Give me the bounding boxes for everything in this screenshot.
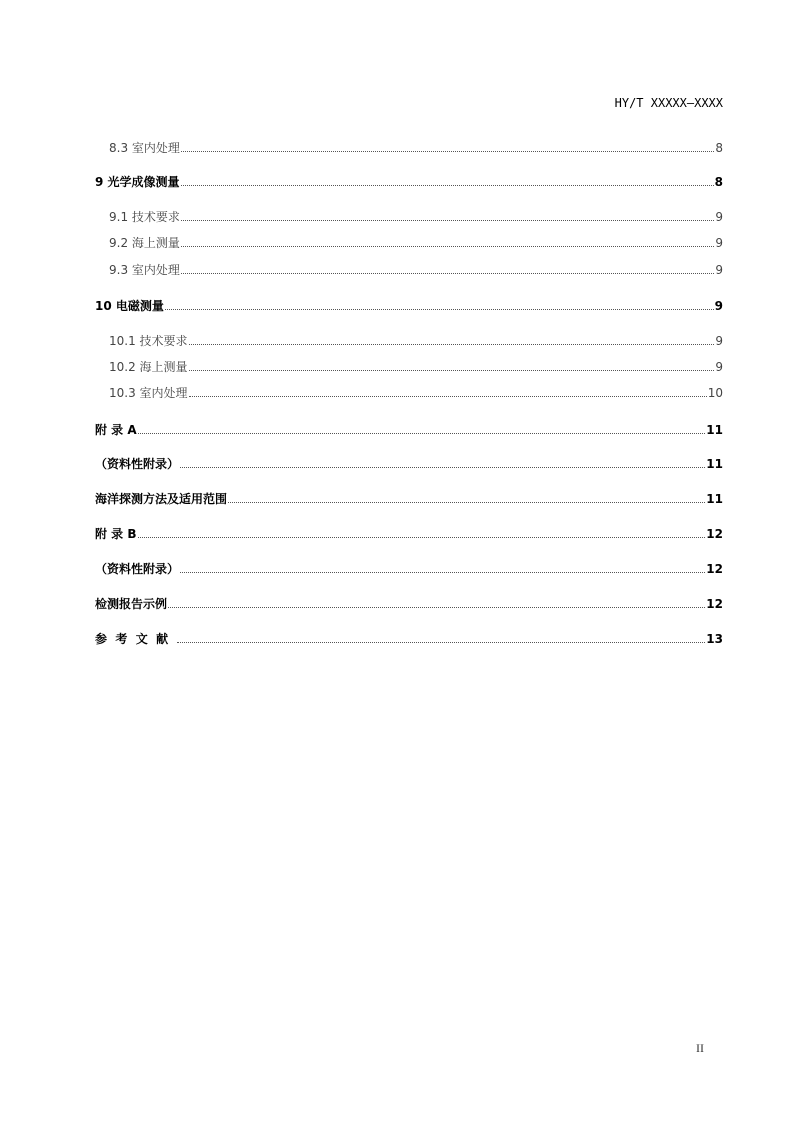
toc-entry[interactable] — [95, 298, 723, 314]
toc-entry-title: 10.1 技术要求 — [109, 334, 188, 348]
toc-entry[interactable] — [109, 140, 723, 156]
leader-dots — [181, 151, 714, 152]
toc-entry[interactable] — [109, 385, 723, 401]
toc-entry-title: （资料性附录） — [95, 457, 180, 471]
toc-entry[interactable] — [95, 631, 723, 647]
toc-entry-title: 9 光学成像测量 — [95, 175, 180, 189]
page-number-footer: II — [696, 1041, 704, 1055]
toc-entry-page: 11 — [706, 457, 723, 471]
toc-entry[interactable] — [95, 596, 723, 612]
toc-entry-page: 12 — [706, 527, 723, 541]
toc-entry-page: 11 — [706, 492, 723, 506]
toc-entry-page: 9 — [715, 360, 723, 374]
toc-entry-title: 10.2 海上测量 — [109, 360, 188, 374]
leader-dots — [189, 396, 707, 397]
document-code-header: HY/T XXXXX—XXXX — [614, 96, 723, 110]
toc-entry-page: 9 — [715, 263, 723, 277]
toc-entry-page: 9 — [715, 210, 723, 224]
toc-entry[interactable] — [95, 526, 723, 542]
toc-entry-title: 附 录 B — [95, 527, 137, 541]
leader-dots — [180, 572, 705, 573]
toc-entry[interactable] — [109, 262, 723, 278]
toc-entry[interactable] — [95, 491, 723, 507]
toc-entry[interactable] — [95, 174, 723, 190]
toc-entry[interactable] — [95, 561, 723, 577]
leader-dots — [165, 309, 714, 310]
leader-dots — [181, 246, 714, 247]
leader-dots — [177, 642, 705, 643]
toc-entry-page: 11 — [706, 423, 723, 437]
leader-dots — [138, 433, 706, 434]
toc-entry-page: 9 — [715, 334, 723, 348]
toc-entry-title: 10.3 室内处理 — [109, 386, 188, 400]
toc-entry-title: 附 录 A — [95, 423, 137, 437]
leader-dots — [168, 607, 705, 608]
toc-entry-page: 8 — [715, 141, 723, 155]
toc-entry-title: 10 电磁测量 — [95, 299, 164, 313]
toc-entry-title: 检测报告示例 — [95, 597, 168, 611]
toc-entry-title: 8.3 室内处理 — [109, 141, 180, 155]
toc-entry-page: 8 — [714, 175, 723, 189]
leader-dots — [180, 467, 705, 468]
toc-entry-page: 12 — [706, 562, 723, 576]
leader-dots — [181, 220, 714, 221]
toc-entry-title: 9.1 技术要求 — [109, 210, 180, 224]
toc-entry-title: （资料性附录） — [95, 562, 180, 576]
toc-entry[interactable] — [109, 359, 723, 375]
toc-entry[interactable] — [95, 422, 723, 438]
toc-entry-title: 参 考 文 献 — [95, 632, 177, 646]
leader-dots — [228, 502, 705, 503]
toc-entry-page: 13 — [706, 632, 723, 646]
toc-entry-page: 9 — [715, 236, 723, 250]
toc-entry[interactable] — [95, 456, 723, 472]
toc-entry[interactable] — [109, 235, 723, 251]
leader-dots — [181, 273, 714, 274]
toc-entry-title: 9.3 室内处理 — [109, 263, 180, 277]
leader-dots — [138, 537, 706, 538]
leader-dots — [189, 344, 715, 345]
leader-dots — [181, 185, 714, 186]
toc-entry-title: 9.2 海上测量 — [109, 236, 180, 250]
toc-entry[interactable] — [109, 209, 723, 225]
toc-entry[interactable] — [109, 333, 723, 349]
toc-entry-title: 海洋探测方法及适用范围 — [95, 492, 228, 506]
toc-entry-page: 10 — [707, 386, 723, 400]
toc-entry-page: 12 — [706, 597, 723, 611]
toc-entry-page: 9 — [714, 299, 723, 313]
leader-dots — [189, 370, 715, 371]
